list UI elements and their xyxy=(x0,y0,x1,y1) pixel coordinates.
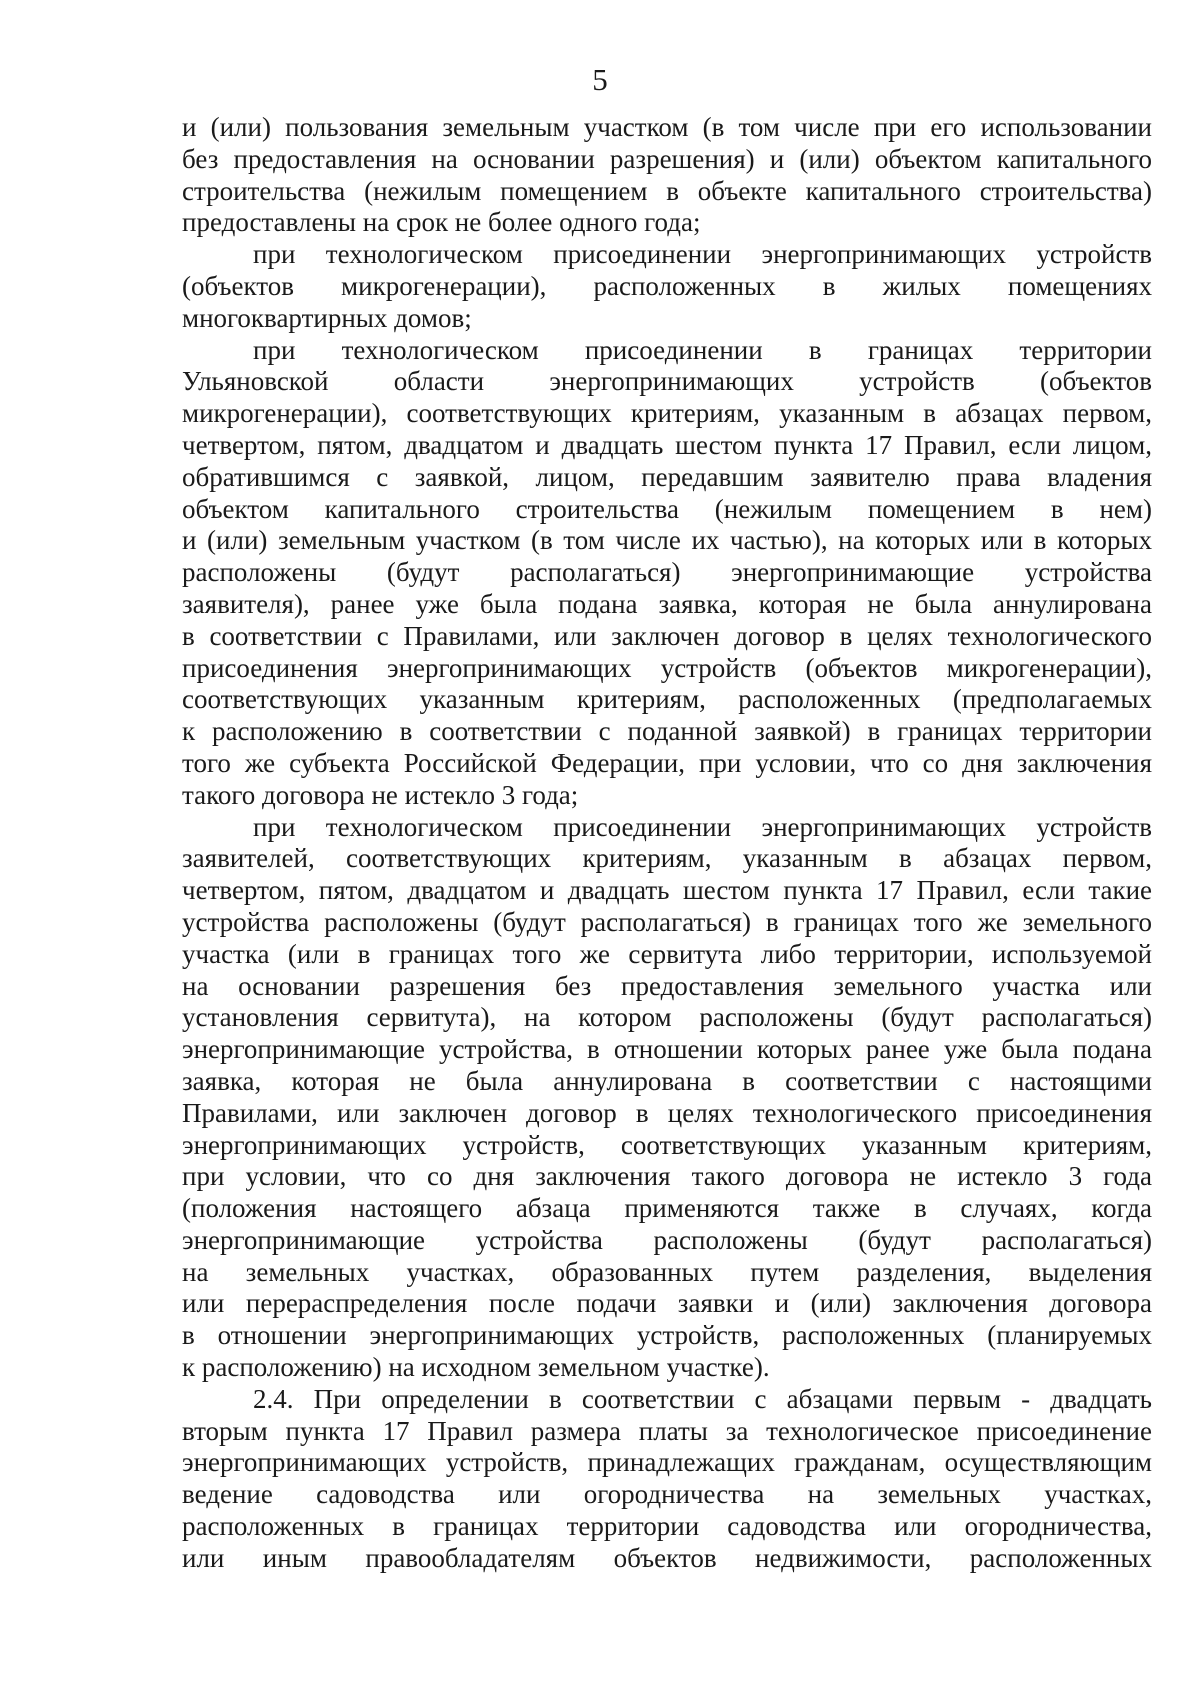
text-line: такого договора не истекло 3 года; xyxy=(182,779,579,810)
text-line: четвертом, пятом, двадцатом и двадцать шестом пункта 17 Правил, если лицом, xyxy=(182,429,1152,460)
text-line: в соответствии с Правилами, или заключен договор в целях технологического xyxy=(182,620,1152,651)
text-line: при технологическом присоединении в границах территории xyxy=(253,334,1152,365)
page-number: 5 xyxy=(592,62,608,97)
paragraph xyxy=(182,1384,1152,1575)
text-line: энергопринимающие устройства расположены (будут располагаться) xyxy=(182,1224,1152,1255)
text-line: объектом капитального строительства (нежилым помещением в нем) xyxy=(182,493,1152,524)
text-line: при условии, что со дня заключения такого договора не истекло 3 года xyxy=(182,1161,1152,1192)
text-line: заявителей, соответствующих критериям, указанным в абзацах первом, xyxy=(182,843,1152,874)
paragraph xyxy=(182,239,1152,334)
text-line: вторым пункта 17 Правил размера платы за технологическое присоединение xyxy=(182,1415,1152,1446)
paragraph xyxy=(182,335,1152,812)
text-line: Правилами, или заключен договор в целях технологического присоединения xyxy=(182,1097,1152,1128)
text-line: и (или) пользования земельным участком (в том числе при его использовании xyxy=(182,112,1152,142)
text-line: Ульяновской области энергопринимающих устройств (объектов xyxy=(182,366,1152,397)
text-line: или иным правообладателям объектов недвижимости, расположенных xyxy=(182,1542,1152,1573)
document-body xyxy=(182,112,1152,1575)
text-line: при технологическом присоединении энергопринимающих устройств xyxy=(253,239,1152,270)
text-line: к расположению в соответствии с поданной заявкой) в границах территории xyxy=(182,716,1152,747)
text-line: (положения настоящего абзаца применяются также в случаях, когда xyxy=(182,1193,1152,1224)
text-line: ведение садоводства или огородничества на земельных участках, xyxy=(182,1479,1152,1510)
text-line: к расположению) на исходном земельном участке). xyxy=(182,1352,770,1383)
text-line: на основании разрешения без предоставления земельного участка или xyxy=(182,970,1152,1001)
text-line: 2.4. При определении в соответствии с абзацами первым - двадцать xyxy=(253,1383,1152,1414)
text-line: заявителя), ранее уже была подана заявка, которая не была аннулирована xyxy=(182,588,1152,619)
text-line: энергопринимающих устройств, соответствующих указанным критериям, xyxy=(182,1129,1152,1160)
text-line: энергопринимающих устройств, принадлежащих гражданам, осуществляющим xyxy=(182,1447,1152,1478)
text-line: или перераспределения после подачи заявки и (или) заключения договора xyxy=(182,1288,1152,1319)
text-line: (объектов микрогенерации), расположенных в жилых помещениях xyxy=(182,270,1152,301)
text-line: предоставлены на срок не более одного года; xyxy=(182,207,701,238)
text-line: и (или) земельным участком (в том числе их частью), на которых или в которых xyxy=(182,525,1152,556)
text-line: микрогенерации), соответствующих критериям, указанным в абзацах первом, xyxy=(182,398,1152,429)
paragraph xyxy=(182,812,1152,1384)
text-line: на земельных участках, образованных путем разделения, выделения xyxy=(182,1256,1152,1287)
text-line: энергопринимающие устройства, в отношении которых ранее уже была подана xyxy=(182,1034,1152,1065)
text-line: при технологическом присоединении энергопринимающих устройств xyxy=(253,811,1152,842)
text-line: устройства расположены (будут располагаться) в границах того же земельного xyxy=(182,906,1152,937)
text-line: установления сервитута), на котором расположены (будут располагаться) xyxy=(182,1002,1152,1033)
text-line: в отношении энергопринимающих устройств, расположенных (планируемых xyxy=(182,1320,1152,1351)
text-line: того же субъекта Российской Федерации, при условии, что со дня заключения xyxy=(182,747,1152,778)
paragraph xyxy=(182,112,1152,239)
text-line: многоквартирных домов; xyxy=(182,302,472,333)
text-line: четвертом, пятом, двадцатом и двадцать шестом пункта 17 Правил, если такие xyxy=(182,875,1152,906)
text-line: присоединения энергопринимающих устройств (объектов микрогенерации), xyxy=(182,652,1152,683)
text-line: соответствующих указанным критериям, расположенных (предполагаемых xyxy=(182,684,1152,715)
text-line: обратившимся с заявкой, лицом, передавшим заявителю права владения xyxy=(182,461,1152,492)
text-line: расположены (будут располагаться) энергопринимающие устройства xyxy=(182,557,1152,588)
text-line: участка (или в границах того же сервитута либо территории, используемой xyxy=(182,938,1152,969)
text-line: без предоставления на основании разрешения) и (или) объектом капитального xyxy=(182,143,1152,174)
text-line: заявка, которая не была аннулирована в соответствии с настоящими xyxy=(182,1065,1152,1096)
text-line: расположенных в границах территории садоводства или огородничества, xyxy=(182,1511,1152,1542)
text-line: строительства (нежилым помещением в объекте капитального строительства) xyxy=(182,175,1152,206)
